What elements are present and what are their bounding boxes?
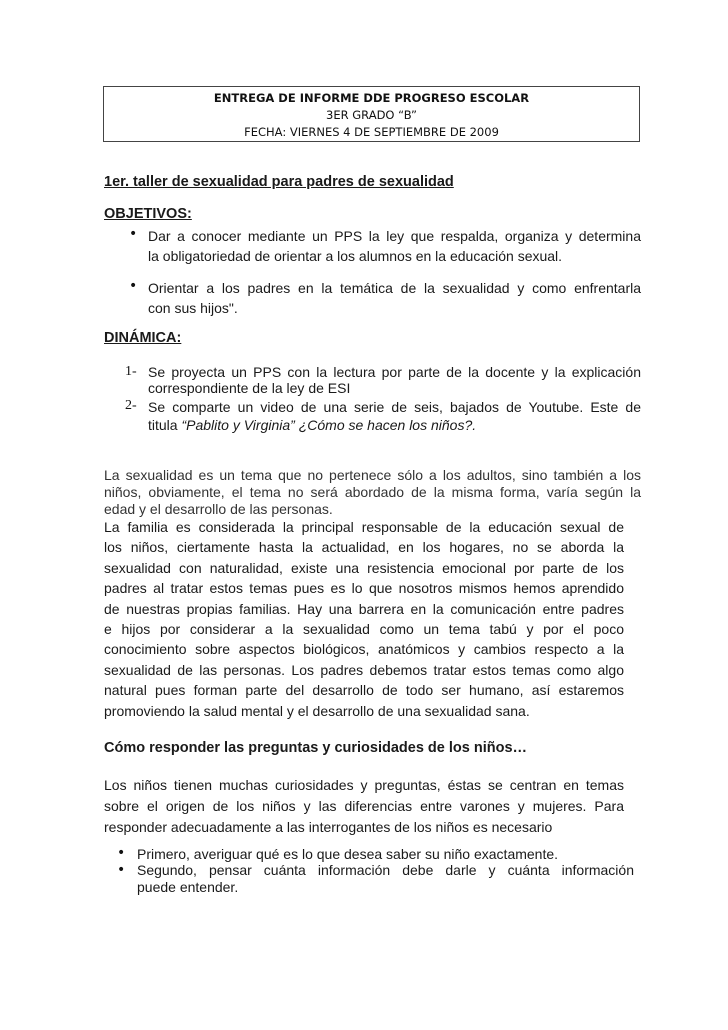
paragraph-2	[104, 517, 624, 721]
paragraph-2-line: de nuestras propias familias. Hay una barrera en la comunicación entre padres	[104, 600, 624, 617]
section-2-bullet-1-line: Primero, averiguar qué es lo que desea saber su niño exactamente.	[137, 846, 559, 862]
section-2-heading: Cómo responder las preguntas y curiosidades de los niños…	[104, 740, 528, 756]
header-grade: 3ER GRADO “B”	[326, 108, 417, 122]
dinamica-2	[148, 398, 641, 434]
objetivo-1-bullet: •	[129, 226, 138, 242]
paragraph-1-line: La sexualidad es un tema que no pertenece sólo a los adultos, sino también a los	[104, 467, 641, 483]
dinamica-heading: DINÁMICA:	[104, 330, 182, 346]
objetivo-1-line: Dar a conocer mediante un PPS la ley que respalda, organiza y determina	[148, 228, 641, 244]
paragraph-2-line: conocimiento sobre aspectos biológicos, anatómicos y cambios respecto a la	[104, 641, 624, 658]
objetivo-2-line: con sus hijos".	[148, 300, 238, 316]
dinamica-2-number: 2-	[125, 398, 137, 413]
dinamica-2-line: Se comparte un video de una serie de seis, bajados de Youtube. Este de	[148, 399, 641, 415]
section-2-bullet-2-marker: •	[117, 862, 126, 878]
section-2-line: Los niños tienen muchas curiosidades y preguntas, éstas se centran en temas	[104, 777, 624, 793]
paragraph-2-line: natural pues forman parte del desarrollo de todo ser humano, así estaremos	[104, 682, 624, 699]
dinamica-2-video-title: “Pablito y Virginia” ¿Cómo se hacen los niños?.	[181, 417, 477, 433]
paragraph-2-line: los niños, ciertamente hasta la actualidad, en los hogares, no se aborda la	[104, 539, 624, 556]
section-2-bullet-2-line: Segundo, pensar cuánta información debe darle y cuánta información	[137, 862, 634, 878]
objetivos-heading: OBJETIVOS:	[104, 206, 192, 222]
paragraph-2-line: sexualidad con naturalidad, existe una resistencia emocional por parte de los	[104, 559, 624, 576]
dinamica-1-line: Se proyecta un PPS con la lectura por parte de la docente y la explicación	[148, 364, 641, 380]
objetivo-2	[148, 278, 641, 318]
paragraph-2-line: promoviendo la salud mental y el desarrollo de una sexualidad sana.	[104, 702, 530, 719]
header-box	[103, 86, 640, 142]
dinamica-1-number: 1-	[125, 364, 137, 379]
section-2-line: responder adecuadamente a las interrogantes de los niños es necesario	[104, 819, 553, 835]
objetivo-1	[148, 226, 641, 266]
paragraph-2-line: e hijos por considerar a la sexualidad como un tema tabú y por el poco	[104, 621, 624, 638]
header-title: ENTREGA DE INFORME DDE PROGRESO ESCOLAR	[213, 91, 530, 105]
paragraph-1-line: edad y el desarrollo de las personas.	[104, 501, 333, 517]
paragraph-1	[104, 467, 641, 518]
objetivo-2-bullet: •	[129, 278, 138, 294]
section-2-bullet-2-line: puede entender.	[137, 879, 239, 895]
objetivo-1-line: la obligatoriedad de orientar a los alumnos en la educación sexual.	[148, 248, 563, 264]
section-2-bullet-1	[137, 845, 634, 863]
dinamica-2-prefix: titula	[148, 417, 182, 433]
section-2-bullet-1-marker: •	[117, 845, 126, 861]
section-2-line: sobre el origen de los niños y las diferencias entre varones y mujeres. Para	[104, 798, 624, 814]
paragraph-2-line: padres al tratar estos temas pues es lo que nosotros mismos hemos aprendido	[104, 580, 624, 597]
dinamica-1	[148, 364, 641, 396]
paragraph-2-line: sexualidad de las personas. Los padres debemos tratar estos temas como algo	[104, 661, 624, 678]
objetivo-2-line: Orientar a los padres en la temática de la sexualidad y como enfrentarla	[148, 280, 641, 296]
document-title: 1er. taller de sexualidad para padres de sexualidad	[104, 174, 454, 190]
dinamica-1-line: correspondiente de la ley de ESI	[148, 380, 351, 396]
section-2-paragraph	[104, 775, 624, 838]
dinamica-2-line	[148, 416, 641, 434]
paragraph-2-line: La familia es considerada la principal responsable de la educación sexual de	[104, 519, 624, 535]
paragraph-1-line: niños, obviamente, el tema no será abordado de la misma forma, varía según la	[104, 484, 641, 500]
header-date: FECHA: VIERNES 4 DE SEPTIEMBRE DE 2009	[244, 125, 499, 139]
section-2-bullet-2	[137, 862, 634, 896]
